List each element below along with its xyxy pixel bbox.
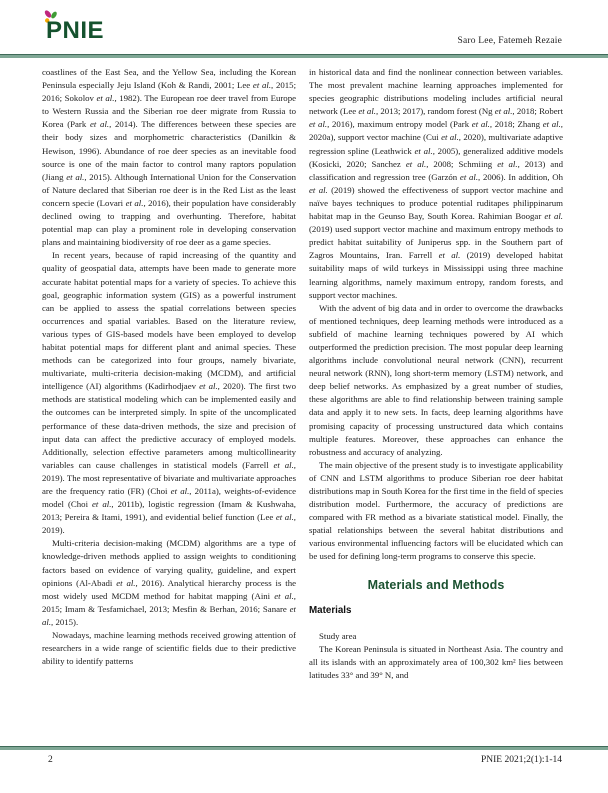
subsubsection-heading-study-area: Study area [319, 630, 357, 641]
paragraph: coastlines of the East Sea, and the Yellow Sea, including the Korean Peninsula especially Jeju Island (Koh & Randi, 2001; Lee et al., 2015; 2016; Sokolov et al., 1982). The European roe deer travel from Europe to Western Russia and the Siberian roe deer migrate from Russia to Korea (Park et al., 2014). The differences between these species are their body sizes and morphometric characteristics (Danilkin & Hewison, 1996). Abundance of roe deer species as an inevitable food source is one of the main factor to control many raptors population (Jiang et al., 2015). Although International Union for the Conservation of Nature declared that Siberian roe deer is in the Red List as the least concern specie (Lovari et al., 2016), their population have considerably declined owing to trapping and overhunting. Therefore, habitat potential map can play a prominent role in developing conservation plans and maintaining biodiversity of roe deer as a game species. [42, 67, 296, 248]
column-right [309, 66, 563, 718]
authors-running-head: Saro Lee, Fatemeh Rezaie [457, 36, 562, 46]
paragraph: in historical data and find the nonlinear connection between variables. The most prevalent machine learning approaches implemented for species geographic distributions modeling includes artificial neural network (Lee et al., 2013; 2017), random forest (Ng et al., 2018; Robert et al., 2016), maximum entropy model (Park et al., 2018; Zhang et al., 2020a), support vector machine (Cui et al., 2020), multivariate adaptive regression spline (Leathwick et al., 2005), generalized additive models (Kosicki, 2020; Sanchez et al., 2008; Schmiing et al., 2013) and classification and regression tree (Garzón et al., 2006). In addition, Oh et al. (2019) showed the effectiveness of support vector machine and naïve bayes techniques to produce potential ruditapes philippinarum habitat map in the Geunso Bay, South Korea. Rahimian Boogar et al. (2019) used support vector machine and maximum entropy methods to predict habitat suitability of Juniperus spp. in the Southern part of Zagros Mountains, Iran. Farrell et al. (2019) developed habitat suitability maps of wild turkeys in Mississippi using three machine learning algorithms, namely maximum entropy, random forests, and support vector machines. [309, 67, 563, 300]
journal-logo [42, 9, 122, 49]
page-number: 2 [48, 755, 53, 765]
paragraph: Multi-criteria decision-making (MCDM) algorithms are a type of knowledge-driven methods applied to assign weights to conditioning factors based on evidence of varying quality, guideline, and expert opinions (Al-Abadi et al., 2016). Analytical hierarchy process is the most widely used MCDM method for habitat mapping (Aini et al., 2015; Imam & Tesfamichael, 2013; Mesfin & Berhan, 2016; Sanare et al., 2015). [42, 538, 296, 627]
journal-logo-text: PNIE [46, 17, 105, 44]
header-rule [0, 54, 608, 58]
section-heading-materials-and-methods: Materials and Methods [367, 577, 505, 592]
column-left [42, 66, 296, 718]
paragraph: The Korean Peninsula is situated in Northeast Asia. The country and all its islands with an approximately area of 100,302 km² lies between latitudes 33° and 39° N, and [309, 643, 563, 680]
paragraph: Nowadays, machine learning methods received growing attention of researchers in a wide range of scientific fields due to their predictive ability to identify patterns [42, 630, 296, 667]
paragraph: With the advent of big data and in order to overcome the drawbacks of mentioned techniques, deep learning methods were introduced as a subfield of machine learning techniques powered by AI which outperformed the prediction precision. The most popular deep learning algorithms include convolutional neural network (CNN), recurrent neural network (RNN), long short-term memory (LSTM) network, and deep belief networks. As emphasized by a great number of studies, these algorithms are able to find relationship between training sample data and apply it to new sets. In facts, deep learning algorithms have promising capacity of processing unstructured data which contains multiple features. Moreover, these approaches can enhance the robustness and accuracy of analyzing. [309, 302, 563, 457]
paragraph: The main objective of the present study is to investigate applicability of CNN and LSTM algorithms to produce Siberian roe deer habitat distributions map in South Korea for the first time in the field of species distribution model. Furthermore, the accuracy of predictions are compared with FR method as a bivariate statistical model. Finally, the spatial relationships between the several habitat distributions and various environmental influencing factors will be elucidated which can be used for defining long-term programs to conserve this specie. [309, 459, 563, 562]
journal-citation: PNIE 2021;2(1):1-14 [480, 755, 562, 765]
article-body [42, 66, 563, 718]
subsection-heading-materials: Materials [309, 604, 352, 616]
footer-rule [0, 746, 608, 750]
paragraph: In recent years, because of rapid increasing of the quantity and quality of geospatial data, attempts have been made to generate more accurate habitat potential maps for a variety of species. To achieve this goal, geographic information system (GIS) as a powerful instrument can be applied to assess the spatial correlations between species occurrences and spatial variables. Based on the literature review, various types of GIS-based models have been employed to develop habitat potential maps for different plant and animal species. These methods can be categorized into four groups, namely bivariate, multivariate, multi-criteria decision-making (MCDM), and artificial intelligence (AI) algorithms (Kadirhodjaev et al., 2020). The first two methods are statistical modeling which can be implemented easily and the outcomes can be interpreted simply. In spite of the uncomplicated performance of these data-driven methods, the size and precision of input data can affect the predictive accuracy of employed models. Additionally, selection effective parameters among multicollinearity variables can cause challenges in statistical models (Farrell et al., 2019). The most representative of bivariate and multivariate approaches are the frequency ratio (FR) (Choi et al., 2011a), weights-of-evidence model (Choi et al., 2011b), logistic regression (Imam & Kushwaha, 2013; Pereira & Itami, 1991), and evidential belief function (Lee et al., 2019). [42, 250, 296, 536]
